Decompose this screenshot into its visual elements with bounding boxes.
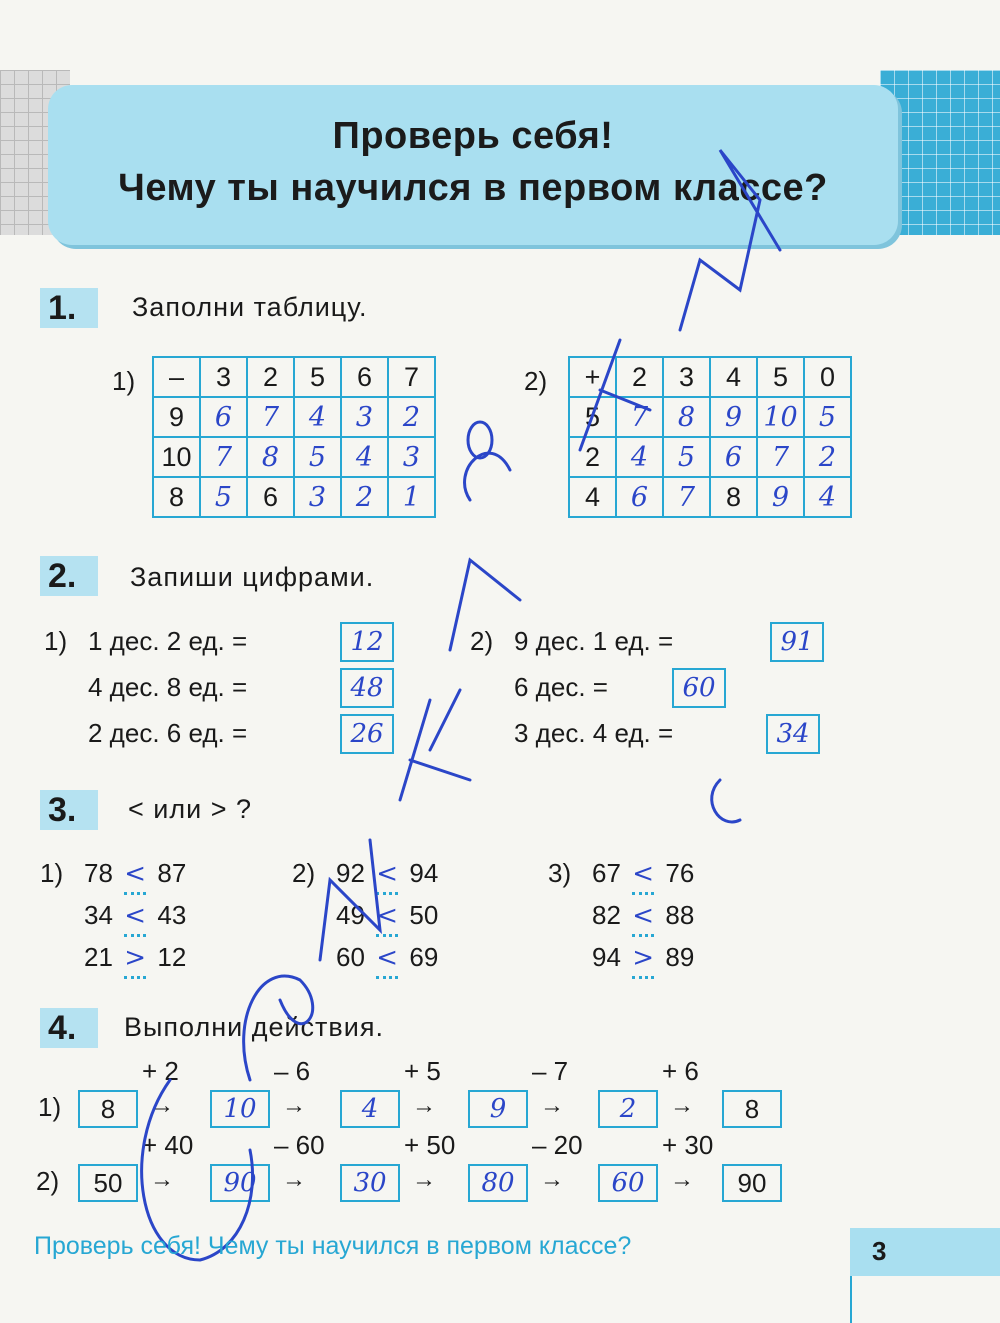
- value-box: 30: [340, 1164, 400, 1202]
- operand: 94: [592, 942, 621, 972]
- arrow-icon: →: [670, 1092, 694, 1119]
- header-title: Проверь себя!: [332, 115, 614, 157]
- answer-box: 48: [340, 668, 394, 708]
- value-box: 90: [722, 1164, 782, 1202]
- table-cell: 6: [247, 477, 294, 517]
- table-cell: 5: [200, 477, 247, 517]
- comparison-sign: <: [120, 859, 150, 889]
- table-cell: 7: [200, 437, 247, 477]
- operand: 89: [665, 942, 695, 972]
- operand: 69: [409, 942, 439, 972]
- operation-label: – 20: [532, 1130, 583, 1160]
- operation-label: + 50: [404, 1130, 456, 1160]
- table-cell: 8: [663, 397, 710, 437]
- page-number-bar: [850, 1228, 1000, 1276]
- operation-label: + 2: [142, 1056, 179, 1086]
- table-cell: 4: [616, 437, 663, 477]
- table-cell: 7: [616, 397, 663, 437]
- table-header-cell: 4: [710, 357, 757, 397]
- table-cell: 6: [616, 477, 663, 517]
- table-cell: 4: [294, 397, 341, 437]
- table-cell: 5: [663, 437, 710, 477]
- task-text: < или > ?: [128, 794, 252, 824]
- table-cell: 3: [294, 477, 341, 517]
- value-box: 8: [722, 1090, 782, 1128]
- task-number: 1.: [40, 288, 98, 328]
- table-row-head: 10: [153, 437, 200, 477]
- table-header-cell: 7: [388, 357, 435, 397]
- expression-text: 4 дес. 8 ед. =: [88, 672, 248, 702]
- expression-text: 3 дес. 4 ед. =: [514, 718, 674, 748]
- arrow-icon: →: [670, 1166, 694, 1193]
- arrow-icon: →: [412, 1092, 436, 1119]
- divider: [850, 1276, 852, 1323]
- value-box: 10: [210, 1090, 270, 1128]
- value-box: 4: [340, 1090, 400, 1128]
- footer-text: Проверь себя! Чему ты научился в первом классе?: [34, 1232, 632, 1260]
- answer-box: 91: [770, 622, 824, 662]
- table-cell: 8: [710, 477, 757, 517]
- table-cell: 2: [388, 397, 435, 437]
- table-row-head: 4: [569, 477, 616, 517]
- arrow-icon: →: [540, 1166, 564, 1193]
- item-label: 2): [292, 858, 316, 888]
- arrow-icon: →: [540, 1092, 564, 1119]
- expression-text: 9 дес. 1 ед. =: [514, 626, 674, 656]
- comparison-sign: <: [628, 859, 658, 889]
- table-cell: 6: [710, 437, 757, 477]
- table-cell: 6: [200, 397, 247, 437]
- arrow-icon: →: [412, 1166, 436, 1193]
- table-cell: 2: [341, 477, 388, 517]
- expression-text: 1 дес. 2 ед. =: [88, 626, 248, 656]
- value-box: 90: [210, 1164, 270, 1202]
- task-number: 4.: [40, 1008, 98, 1048]
- table-cell: 7: [757, 437, 804, 477]
- table-cell: 7: [663, 477, 710, 517]
- expression-text: 6 дес. =: [514, 672, 608, 702]
- operand: 82: [592, 900, 621, 930]
- operand: 92: [336, 858, 365, 888]
- table-cell: 9: [710, 397, 757, 437]
- table-cell: 10: [757, 397, 804, 437]
- answer-box: 60: [672, 668, 726, 708]
- item-label: 2): [470, 626, 494, 656]
- table-header-cell: 2: [247, 357, 294, 397]
- page-number: 3: [872, 1236, 887, 1266]
- table-cell: 8: [247, 437, 294, 477]
- table-header-cell: 3: [200, 357, 247, 397]
- table-label: 2): [524, 366, 548, 396]
- item-label: 1): [44, 626, 68, 656]
- item-label: 2): [36, 1166, 60, 1196]
- task-text: Выполни действия.: [124, 1012, 384, 1042]
- value-box: 80: [468, 1164, 528, 1202]
- task-text: Заполни таблицу.: [132, 292, 368, 322]
- answer-box: 26: [340, 714, 394, 754]
- answer-box: 34: [766, 714, 820, 754]
- table-header-cell: +: [569, 357, 616, 397]
- operation-label: – 6: [274, 1056, 311, 1086]
- expression-text: 2 дес. 6 ед. =: [88, 718, 248, 748]
- value-box: 8: [78, 1090, 138, 1128]
- operand: 50: [409, 900, 439, 930]
- comparison-sign: <: [120, 901, 150, 931]
- table-row-head: 5: [569, 397, 616, 437]
- item-label: 3): [548, 858, 572, 888]
- table-cell: 4: [804, 477, 851, 517]
- table-cell: 9: [757, 477, 804, 517]
- comparison-sign: >: [628, 943, 658, 973]
- table-cell: 5: [294, 437, 341, 477]
- comparison-sign: <: [372, 901, 402, 931]
- table-header-cell: 2: [616, 357, 663, 397]
- task-number: 3.: [40, 790, 98, 830]
- answer-box: 12: [340, 622, 394, 662]
- table-cell: 7: [247, 397, 294, 437]
- operand: 21: [84, 942, 113, 972]
- operand: 76: [665, 858, 695, 888]
- comparison-sign: >: [120, 943, 150, 973]
- value-box: 60: [598, 1164, 658, 1202]
- arrow-icon: →: [282, 1166, 306, 1193]
- table-header-cell: 5: [757, 357, 804, 397]
- table-cell: 2: [804, 437, 851, 477]
- table-cell: 4: [341, 437, 388, 477]
- operation-label: + 40: [142, 1130, 194, 1160]
- table-cell: 3: [388, 437, 435, 477]
- table-header-cell: 0: [804, 357, 851, 397]
- task-number: 2.: [40, 556, 98, 596]
- operand: 60: [336, 942, 365, 972]
- operand: 87: [157, 858, 187, 888]
- operand: 12: [157, 942, 187, 972]
- table-cell: 3: [341, 397, 388, 437]
- operation-label: + 5: [404, 1056, 441, 1086]
- table-row-head: 9: [153, 397, 200, 437]
- item-label: 1): [40, 858, 64, 888]
- table-cell: 1: [388, 477, 435, 517]
- operand: 88: [665, 900, 695, 930]
- operand: 94: [409, 858, 439, 888]
- value-box: 2: [598, 1090, 658, 1128]
- operand: 67: [592, 858, 621, 888]
- arrow-icon: →: [150, 1092, 174, 1119]
- table-header-cell: –: [153, 357, 200, 397]
- table-label: 1): [112, 366, 136, 396]
- operation-label: + 6: [662, 1056, 699, 1086]
- header-subtitle: Чему ты научился в первом классе?: [118, 167, 828, 209]
- operand: 34: [84, 900, 113, 930]
- operand: 49: [336, 900, 365, 930]
- value-box: 9: [468, 1090, 528, 1128]
- operation-label: – 60: [274, 1130, 325, 1160]
- table-row-head: 2: [569, 437, 616, 477]
- table-cell: 5: [804, 397, 851, 437]
- operand: 43: [157, 900, 187, 930]
- comparison-sign: <: [372, 859, 402, 889]
- operand: 78: [84, 858, 113, 888]
- arrow-icon: →: [150, 1166, 174, 1193]
- value-box: 50: [78, 1164, 138, 1202]
- operation-label: + 30: [662, 1130, 714, 1160]
- arrow-icon: →: [282, 1092, 306, 1119]
- comparison-sign: <: [628, 901, 658, 931]
- comparison-sign: <: [372, 943, 402, 973]
- task-text: Запиши цифрами.: [130, 562, 375, 592]
- operation-label: – 7: [532, 1056, 569, 1086]
- table-header-cell: 6: [341, 357, 388, 397]
- item-label: 1): [38, 1092, 62, 1122]
- table-row-head: 8: [153, 477, 200, 517]
- table-header-cell: 5: [294, 357, 341, 397]
- table-header-cell: 3: [663, 357, 710, 397]
